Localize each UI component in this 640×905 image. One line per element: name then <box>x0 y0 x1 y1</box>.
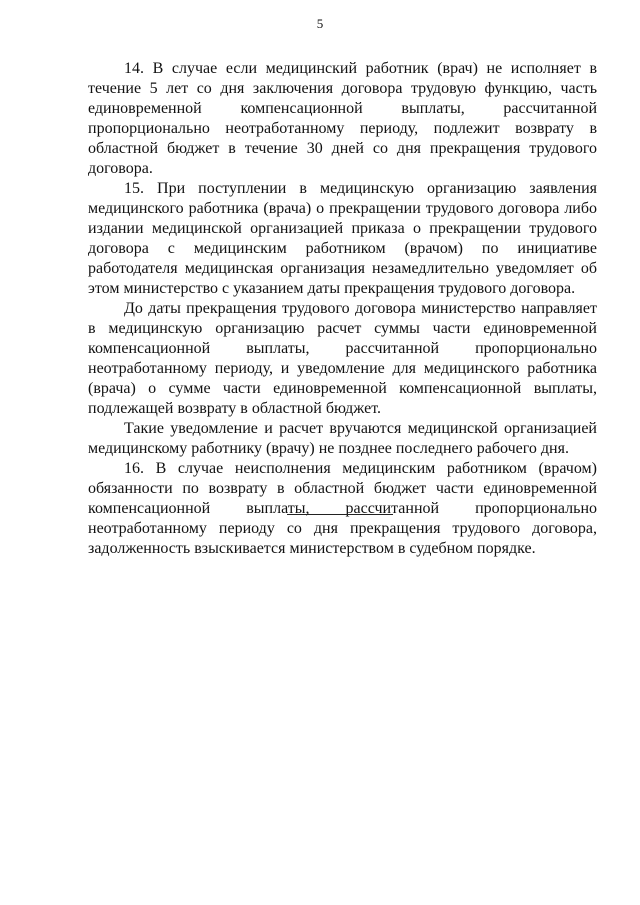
paragraph-calculation-notice: До даты прекращения трудового договора министерство направляет в медицинскую организацию расчет суммы части единовременной компенсационной выплаты, рассчитанной пропорционально неотработанному периоду, и уведомление для медицинского работника (врача) о сумме части единовременной компенсационной выплаты, подлежащей возврату в областной бюджет. <box>88 300 597 417</box>
document-body <box>88 59 597 559</box>
page-number: 5 <box>316 16 324 31</box>
paragraph-delivery-deadline: Такие уведомление и расчет вручаются медицинской организацией медицинскому работнику (врачу) не позднее последнего рабочего дня. <box>88 420 597 457</box>
paragraph-clause-15: 15. При поступлении в медицинскую организацию заявления медицинского работника (врача) о прекращении трудового договора либо издании медицинской организацией приказа о прекращении трудового договора с медицинским работником (врачом) по инициативе работодателя медицинская организация незамедлительно уведомляет об этом министерство с указанием даты прекращения трудового договора. <box>88 180 597 297</box>
paragraph-clause-14: 14. В случае если медицинский работник (врач) не исполняет в течение 5 лет со дня заключения договора трудовую функцию, часть единовременной компенсационной выплаты, рассчитанной пропорционально неотработанному периоду, подлежит возврату в областной бюджет в течение 30 дней со дня прекращения трудового договора. <box>88 60 597 177</box>
closing-divider-line <box>287 514 393 515</box>
paragraph-clause-16: 16. В случае неисполнения медицинским работником (врачом) обязанности по возврату в областной бюджет части единовременной компенсационной выплаты, рассчитанной пропорционально неотработанному периоду со дня прекращения трудового договора, задолженность взыскивается министерством в судебном порядке. <box>88 460 597 557</box>
